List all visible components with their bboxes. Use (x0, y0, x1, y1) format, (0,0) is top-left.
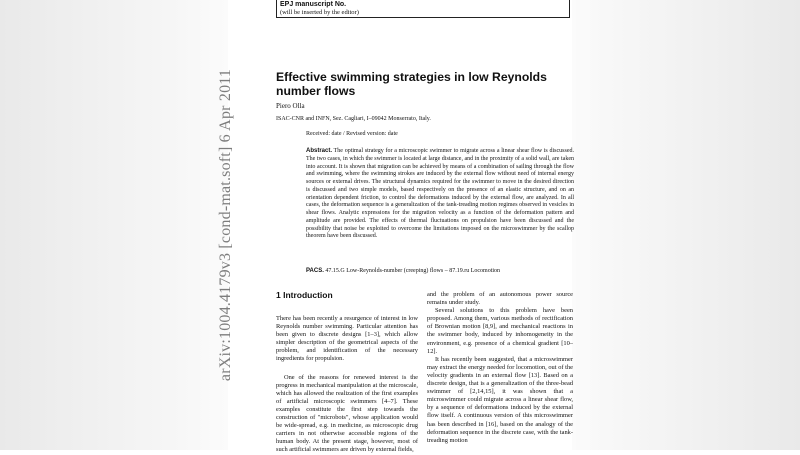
epj-editor-note: (will be inserted by the editor) (280, 9, 359, 16)
background-right (572, 0, 800, 450)
paragraph: Several solutions to this problem have been proposed. Among them, various methods of rectification of Brownian motion [8,9], and mechanical reactions in the swimmer body, induced by inhomogeneity in the environment, e.g. presence of a chemical gradient [10–12]. (427, 307, 573, 355)
text-column-right (427, 291, 573, 445)
pacs-line (306, 268, 500, 274)
paper-author: Piero Olla (276, 102, 305, 110)
paragraph: and the problem of an autonomous power source remains under study. (427, 291, 573, 307)
paragraph: One of the reasons for renewed interest is the progress in mechanical manipulation at the microscale, which has allowed the realization of the first examples of artificial microscopic swimmers [4–7]. These examples constitute the first step towards the construction of "microbots", whose application would be wide-spread, e.g. in medicine, as microscopic drug carriers in not otherwise accessible regions of the human body. At the present stage, however, most of such artificial swimmers are driven by external fields, (276, 373, 418, 454)
section-title: 1 Introduction (276, 290, 333, 300)
pacs-label: PACS. (306, 268, 324, 274)
background-left (0, 0, 228, 450)
abstract (306, 148, 574, 241)
paragraph: It has recently been suggested, that a microswimmer may extract the energy needed for locomotion, out of the velocity gradients in an external flow [13]. Based on a discrete design, that is a generalization of the three-bead swimmer of [2,14,15], it was shown that a microswimmer could migrate across a linear shear flow, by a sequence of deformations induced by the external flow itself. A continuous version of this microswimmer has been described in [16], based on the analogy of the deformation sequence in the discrete case, with the tank-treading motion (427, 355, 573, 444)
abstract-label: Abstract. (306, 148, 333, 154)
pacs-text: 47.15.G Low-Reynolds-number (creeping) flows – 87.19.ru Locomotion (325, 268, 501, 274)
paragraph: There has been recently a resurgence of interest in low Reynolds number swimming. Particular attention has been given to discrete designs [1–3], which allow simpler description of the geometrical aspects of the problem, and identification of the necessary ingredients for propulsion. (276, 315, 418, 363)
received-date: Received: date / Revised version: date (306, 131, 398, 137)
epj-manuscript-label: EPJ manuscript No. (280, 1, 347, 8)
arxiv-identifier: arXiv:1004.4179v3 [cond-mat.soft] 6 Apr 2011 (217, 68, 234, 382)
paper-title: Effective swimming strategies in low Reynolds number flows (276, 70, 547, 98)
paper-affiliation: ISAC-CNR and INFN, Sez. Cagliari, I–09042 Monserrato, Italy. (276, 116, 431, 122)
epj-header-box (276, 0, 570, 18)
text-column-left (276, 315, 418, 455)
abstract-text: The optimal strategy for a microscopic swimmer to migrate across a linear shear flow is discussed. The two cases, in which the swimmer is located at large distance, and in the proximity of a solid wall, are taken into account. It is shown that migration can be achieved by means of a combination of sailing through the flow and swimming, where the swimming strokes are induced by the external flow without need of internal energy sources or external drives. The structural dynamics required for the swimmer to move in the desired direction is discussed and two simple models, based respectively on the presence of an elastic structure, and on an orientation dependent friction, to control the deformations induced by the external flow, are analyzed. In all cases, the deformation sequence is a generalization of the tank-treading motion regimes observed in vesicles in shear flows. Analytic expressions for the migration velocity as a function of the deformation pattern and amplitude are provided. The effects of thermal fluctuations on propulsion have been discussed and the possibility that noise be exploited to overcome the limitations imposed on the microswimmer by the scallop theorem have been discussed. (306, 148, 574, 240)
